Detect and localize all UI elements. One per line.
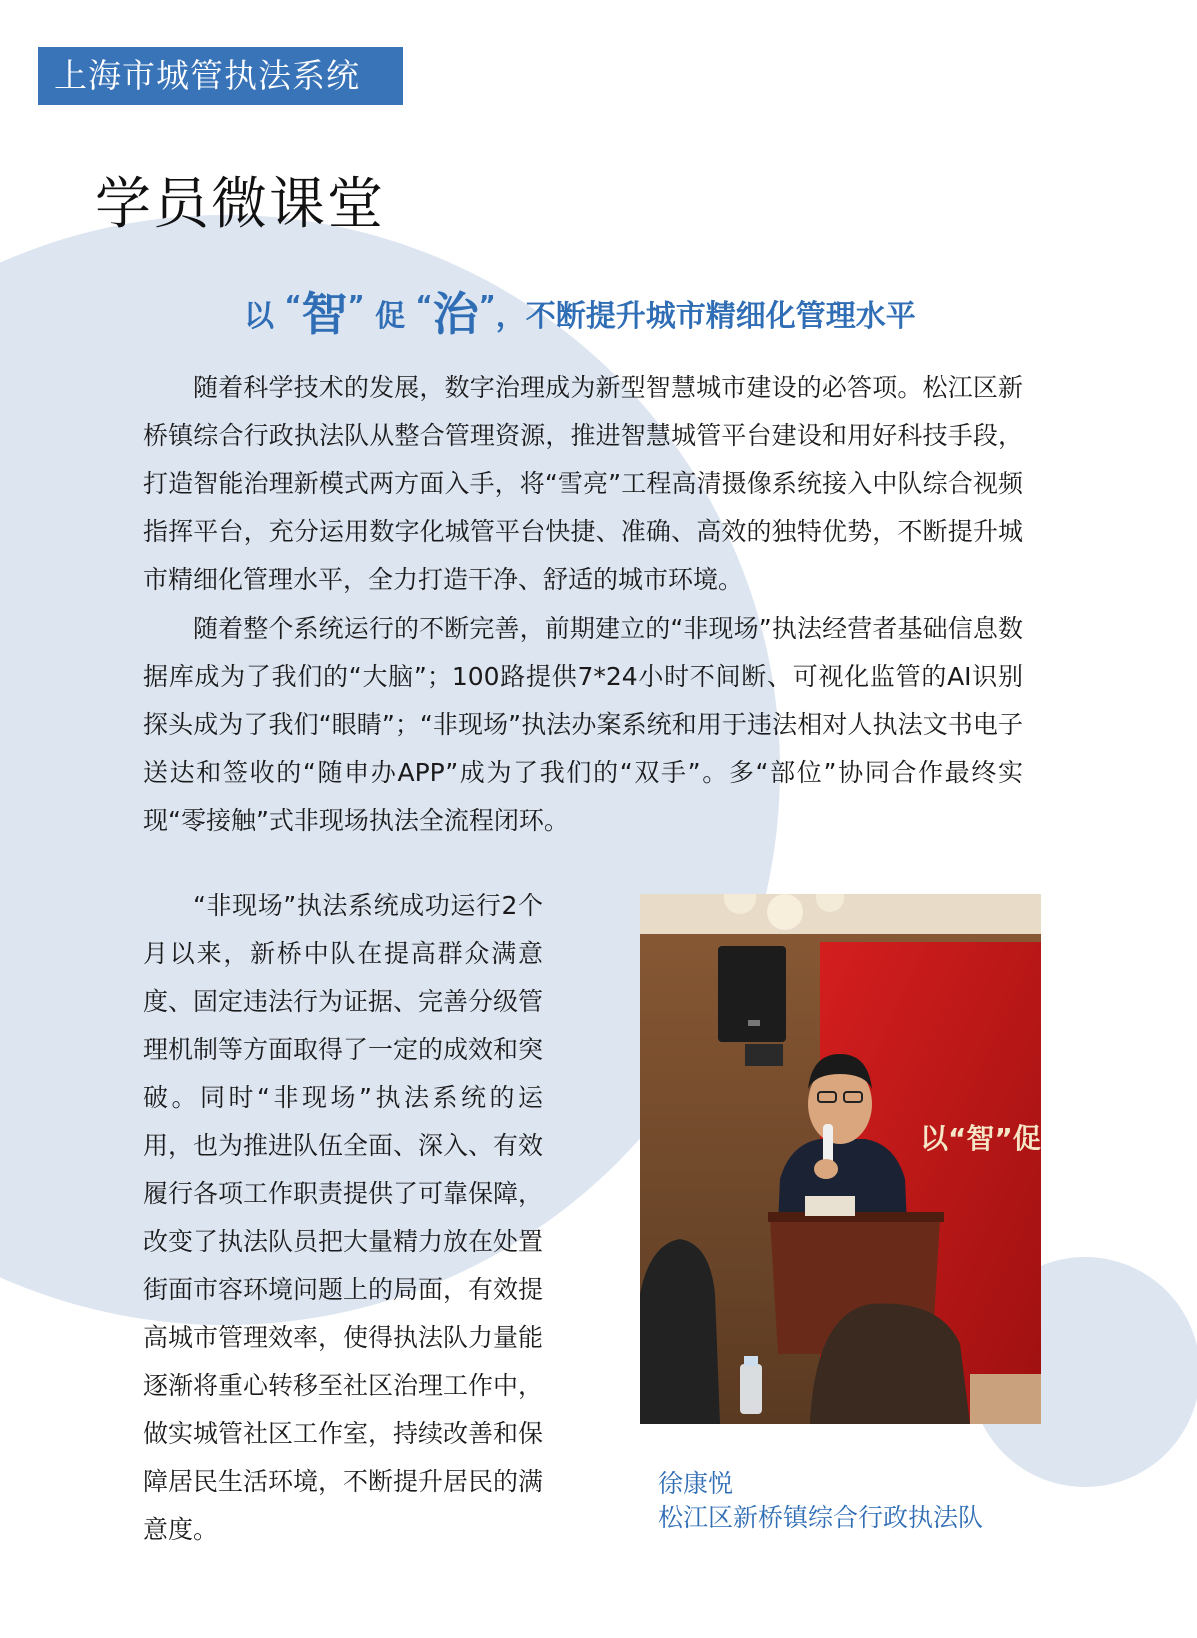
headline-part2: 促 bbox=[375, 299, 406, 334]
headline-word-zhi-govern: 治 bbox=[432, 287, 479, 341]
headline-quote-close-2: ” bbox=[478, 291, 496, 321]
article-headline bbox=[244, 278, 1004, 344]
body-paragraph-1: 随着科学技术的发展，数字治理成为新型智慧城市建设的必答项。松江区新桥镇综合行政执法队从整合管理资源，推进智慧城管平台建设和用好科技手段，打造智能治理新模式两方面入手，将“雪亮”工程高清摄像系统接入中队综合视频指挥平台，充分运用数字化城管平台快捷、准确、高效的独特优势，不断提升城市精细化管理水平，全力打造干净、舒适的城市环境。 bbox=[143, 373, 1023, 594]
header-banner: 上海市城管执法系统 bbox=[38, 47, 403, 105]
body-paragraph-3: “非现场”执法系统成功运行2个月以来，新桥中队在提高群众满意度、固定违法行为证据、完善分级管理机制等方面取得了一定的成效和突破。同时“非现场”执法系统的运用，也为推进队伍全面、深入、有效履行各项工作职责提供了可靠保障，改变了执法队员把大量精力放在处置街面市容环境问题上的局面，有效提高城市管理效率，使得执法队力量能逐渐将重心转移至社区治理工作中，做实城管社区工作室，持续改善和保障居民生活环境，不断提升居民的满意度。 bbox=[143, 891, 544, 1544]
headline-quote-close-1: ” bbox=[347, 291, 365, 321]
section-title: 学员微课堂 bbox=[95, 172, 385, 237]
speaker-photo bbox=[640, 894, 1041, 1424]
headline-quote-open-1: “ bbox=[284, 291, 302, 321]
headline-part1: 以 bbox=[244, 299, 274, 334]
headline-part3: ，不断提升城市精细化管理水平 bbox=[495, 299, 916, 334]
author-organization: 松江区新桥镇综合行政执法队 bbox=[658, 1503, 984, 1532]
headline-quote-open-2: “ bbox=[415, 291, 433, 321]
author-name: 徐康悦 bbox=[658, 1469, 734, 1498]
body-paragraph-2: 随着整个系统运行的不断完善，前期建立的“非现场”执法经营者基础信息数据库成为了我们的“大脑”；100路提供7*24小时不间断、可视化监管的AI识别探头成为了我们“眼睛”；“非现场”执法办案系统和用于违法相对人执法文书电子送达和签收的“随申办APP”成为了我们的“双手”。多“部位”协同合作最终实现“零接触”式非现场执法全流程闭环。 bbox=[143, 614, 1023, 835]
headline-word-zhi-smart: 智 bbox=[301, 287, 348, 341]
author-caption bbox=[658, 1467, 983, 1535]
screen-slogan: 以“智”促 bbox=[920, 1122, 1041, 1155]
